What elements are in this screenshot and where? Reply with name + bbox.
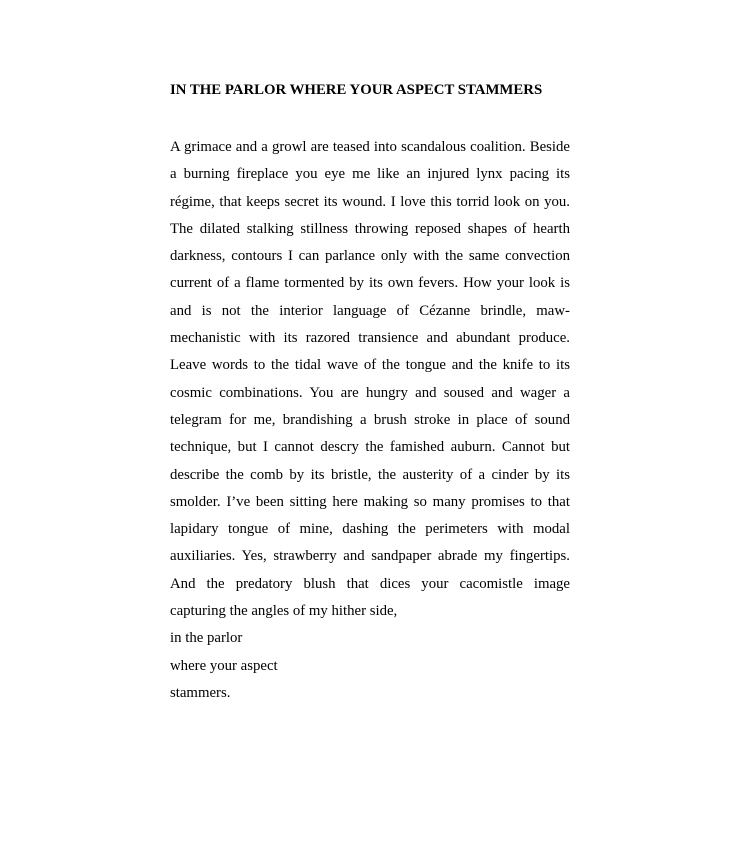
poem-line: capturing the angles of my hither side, [170, 603, 398, 620]
poem-line: smolder. I’ve been sitting here making so many promises to that [170, 493, 570, 510]
poem-line: régime, that keeps secret its wound. I love this torrid look on you. [170, 193, 570, 210]
poem-line: And the predatory blush that dices your cacomistle image [170, 575, 570, 592]
poem-line: A grimace and a growl are teased into scandalous coalition. Beside [170, 139, 570, 155]
poem-line: auxiliaries. Yes, strawberry and sandpaper abrade my fingertips. [170, 548, 570, 565]
poem-line: describe the comb by its bristle, the austerity of a cinder by its [170, 466, 570, 483]
poem-line: a burning fireplace you eye me like an injured lynx pacing its [170, 166, 570, 183]
poem-line: current of a flame tormented by its own fevers. How your look is [170, 275, 570, 292]
poem-line: technique, but I cannot descry the famished auburn. Cannot but [170, 439, 570, 456]
poem-line: stammers. [170, 684, 231, 701]
poem-line: mechanistic with its razored transience and abundant produce. [170, 330, 570, 347]
poem-line: and is not the interior language of Cézanne brindle, maw- [170, 302, 570, 319]
poem-line: where your aspect [170, 657, 278, 674]
poem-title: IN THE PARLOR WHERE YOUR ASPECT STAMMERS [170, 82, 543, 98]
poem-content [170, 82, 570, 707]
poem-line: in the parlor [170, 630, 243, 647]
poem-line: lapidary tongue of mine, dashing the perimeters with modal [170, 521, 570, 538]
poem-line: Leave words to the tidal wave of the tongue and the knife to its [170, 357, 570, 374]
poem-line: cosmic combinations. You are hungry and soused and wager a [170, 384, 570, 401]
poem-line: The dilated stalking stillness throwing reposed shapes of hearth [170, 220, 570, 237]
poem-line: telegram for me, brandishing a brush stroke in place of sound [170, 411, 570, 428]
poem-line: darkness, contours I can parlance only with the same convection [170, 248, 570, 265]
poem-body [170, 134, 570, 707]
